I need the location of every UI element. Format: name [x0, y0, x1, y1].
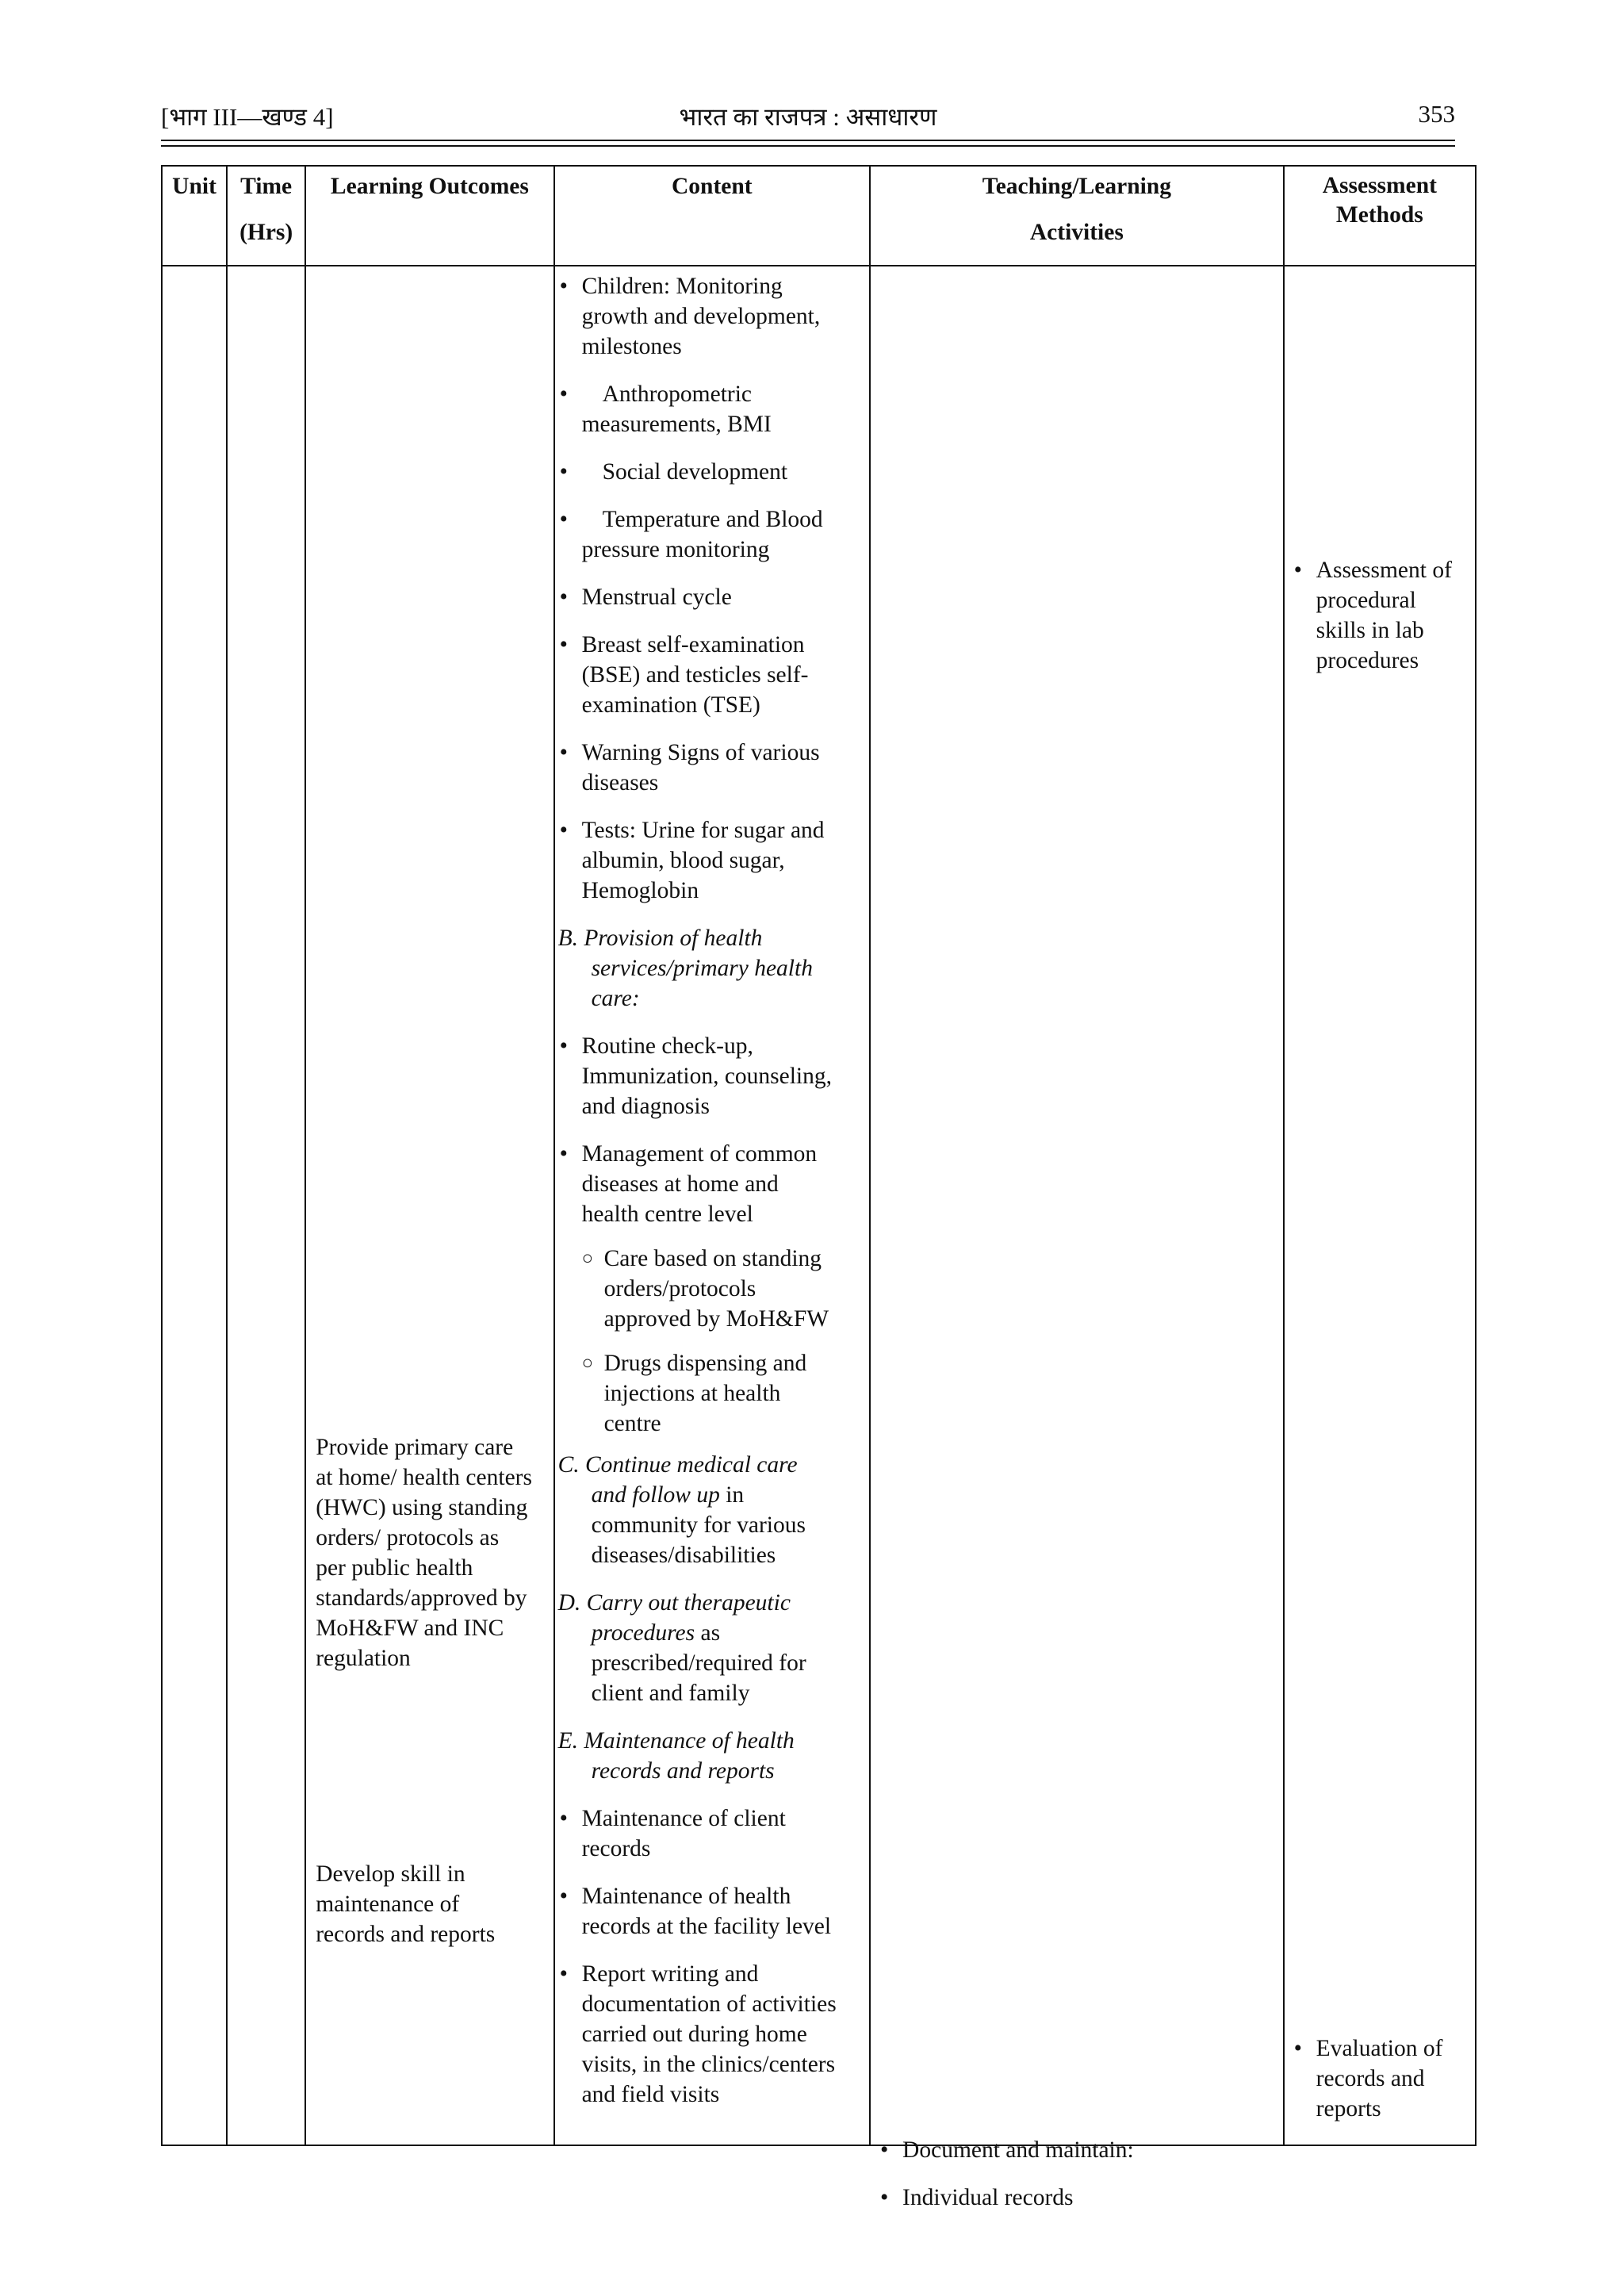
text-line: • Report writing and	[581, 1961, 759, 1987]
text-line: ○ Care based on standing	[603, 1246, 822, 1271]
text-line: approved by MoH&FW	[603, 1306, 829, 1332]
header-part-section: [भाग III—खण्ड 4]	[161, 103, 334, 131]
text-line: per public health	[316, 1555, 473, 1581]
text-line: centre	[603, 1411, 661, 1436]
text-line: Provide primary care	[316, 1435, 514, 1460]
text-line: ○ Drugs dispensing and	[603, 1351, 807, 1376]
list-item	[555, 1959, 869, 2110]
col-header-unit: Unit	[162, 166, 227, 266]
text-line: regulation	[316, 1646, 411, 1671]
text-line: milestones	[581, 334, 682, 359]
assessment-list-records	[1289, 2033, 1470, 2124]
header-rule-bottom	[161, 145, 1455, 147]
list-item	[555, 1881, 869, 1941]
list-item	[1289, 555, 1470, 676]
text-line: visits, in the clinics/centers	[581, 2052, 836, 2077]
text-line: • Maintenance of health	[581, 1884, 791, 1909]
list-item	[555, 1244, 869, 1334]
cell-learning-outcomes	[305, 266, 553, 2145]
header-gazette-title: भारत का राजपत्र : असाधारण	[679, 103, 937, 131]
header-rule-top	[161, 140, 1455, 141]
text-line: care:	[591, 986, 640, 1011]
text-line: records and reports	[316, 1922, 496, 1947]
content-list-e	[555, 1803, 869, 2110]
text-line: B. Provision of health	[557, 926, 763, 951]
content-section-d: D. Carry out therapeutic procedures as prescribed/required for client and family	[557, 1590, 806, 1706]
list-item: • Individual records	[875, 2183, 1278, 2213]
content-section-b	[555, 923, 869, 1014]
text-line: • Evaluation of	[1316, 2036, 1443, 2061]
col-header-activities: Teaching/Learning Activities	[870, 166, 1284, 266]
text-line: • Anthropometric	[602, 381, 753, 407]
text-line: • Social development	[602, 459, 788, 485]
assessment-list-procedural	[1289, 555, 1470, 676]
text-line: MoH&FW and INC	[316, 1616, 504, 1641]
content-section-c: C. Continue medical care and follow up in community for various diseases/disabilities	[557, 1452, 806, 1568]
text-line: • Management of common	[581, 1141, 818, 1167]
col-header-learning-outcomes: Learning Outcomes	[305, 166, 553, 266]
text-line: skills in lab	[1316, 618, 1424, 643]
text-line: Hemoglobin	[581, 878, 699, 903]
text-line: orders/ protocols as	[316, 1525, 500, 1550]
text-line: records at the facility level	[581, 1914, 832, 1939]
text-line: • Warning Signs of various	[581, 740, 820, 765]
content-sublist-b	[582, 1244, 869, 1439]
table-row	[162, 266, 1476, 2145]
text-line: carried out during home	[581, 2022, 807, 2047]
text-line: diseases	[581, 770, 659, 795]
content-list-b	[555, 1031, 869, 1439]
learning-outcome-primary-care	[316, 1432, 548, 1673]
col-header-content: Content	[554, 166, 870, 266]
text-line: (HWC) using standing	[316, 1495, 528, 1520]
text-line: • Assessment of	[1316, 558, 1452, 583]
cell-assessment	[1284, 266, 1476, 2145]
cell-unit	[162, 266, 227, 2145]
text-line: injections at health	[603, 1381, 781, 1406]
text-line: albumin, blood sugar,	[581, 848, 785, 873]
text-line: standards/approved by	[316, 1585, 527, 1611]
content-section-e	[555, 1726, 869, 1786]
curriculum-table	[161, 165, 1477, 2210]
text-line: (BSE) and testicles self-	[581, 662, 809, 688]
text-line: • Temperature and Blood	[602, 507, 823, 532]
text-line: procedures	[1316, 648, 1419, 673]
list-item	[555, 271, 869, 362]
text-line: • Breast self-examination	[581, 632, 805, 657]
list-item	[555, 630, 869, 720]
text-line: at home/ health centers	[316, 1465, 532, 1490]
list-item	[555, 504, 869, 565]
text-line: and field visits	[581, 2082, 720, 2107]
text-line: records and reports	[591, 1758, 775, 1784]
list-item: • Document and maintain:	[875, 2135, 1278, 2165]
list-item	[555, 379, 869, 439]
text-line: maintenance of	[316, 1892, 460, 1917]
text-line: E. Maintenance of health	[557, 1728, 795, 1754]
content-list-a	[555, 271, 869, 906]
cell-time	[227, 266, 305, 2145]
text-line: • Tests: Urine for sugar and	[581, 818, 825, 843]
list-item	[1289, 2033, 1470, 2124]
list-item	[555, 815, 869, 906]
list-item	[555, 457, 869, 487]
text-line: health centre level	[581, 1202, 753, 1227]
text-line: records	[581, 1836, 651, 1861]
text-line: growth and development,	[581, 304, 821, 329]
text-line: services/primary health	[591, 956, 813, 981]
list-item	[555, 1031, 869, 1121]
text-line: Immunization, counseling,	[581, 1064, 833, 1089]
list-item	[555, 738, 869, 798]
page-number: 353	[1418, 100, 1455, 128]
text-line: diseases at home and	[581, 1171, 779, 1197]
text-line: procedural	[1316, 588, 1416, 613]
text-line: reports	[1316, 2096, 1381, 2122]
cell-activities	[870, 266, 1284, 2210]
page-header	[161, 100, 1455, 135]
text-line: • Children: Monitoring	[581, 274, 783, 299]
list-item	[555, 1348, 869, 1439]
text-line: • Routine check-up,	[581, 1033, 753, 1059]
text-line: examination (TSE)	[581, 692, 760, 718]
list-item	[555, 1139, 869, 1439]
text-line: documentation of activities	[581, 1991, 837, 2017]
col-header-time: Time (Hrs)	[227, 166, 305, 266]
activities-list	[875, 2135, 1278, 2213]
list-item	[555, 1803, 869, 1864]
table-header-row	[162, 166, 1476, 266]
list-item	[555, 582, 869, 612]
text-line: pressure monitoring	[581, 537, 770, 562]
text-line: and diagnosis	[581, 1094, 710, 1119]
text-line: orders/protocols	[603, 1276, 756, 1301]
col-header-assessment: Assessment Methods	[1284, 166, 1476, 266]
cell-content	[554, 266, 870, 2145]
text-line: measurements, BMI	[581, 412, 772, 437]
text-line: • Maintenance of client	[581, 1806, 786, 1831]
learning-outcome-records	[316, 1859, 548, 1949]
text-line: Develop skill in	[316, 1861, 465, 1887]
text-line: records and	[1316, 2066, 1425, 2091]
text-line: • Menstrual cycle	[581, 585, 732, 610]
